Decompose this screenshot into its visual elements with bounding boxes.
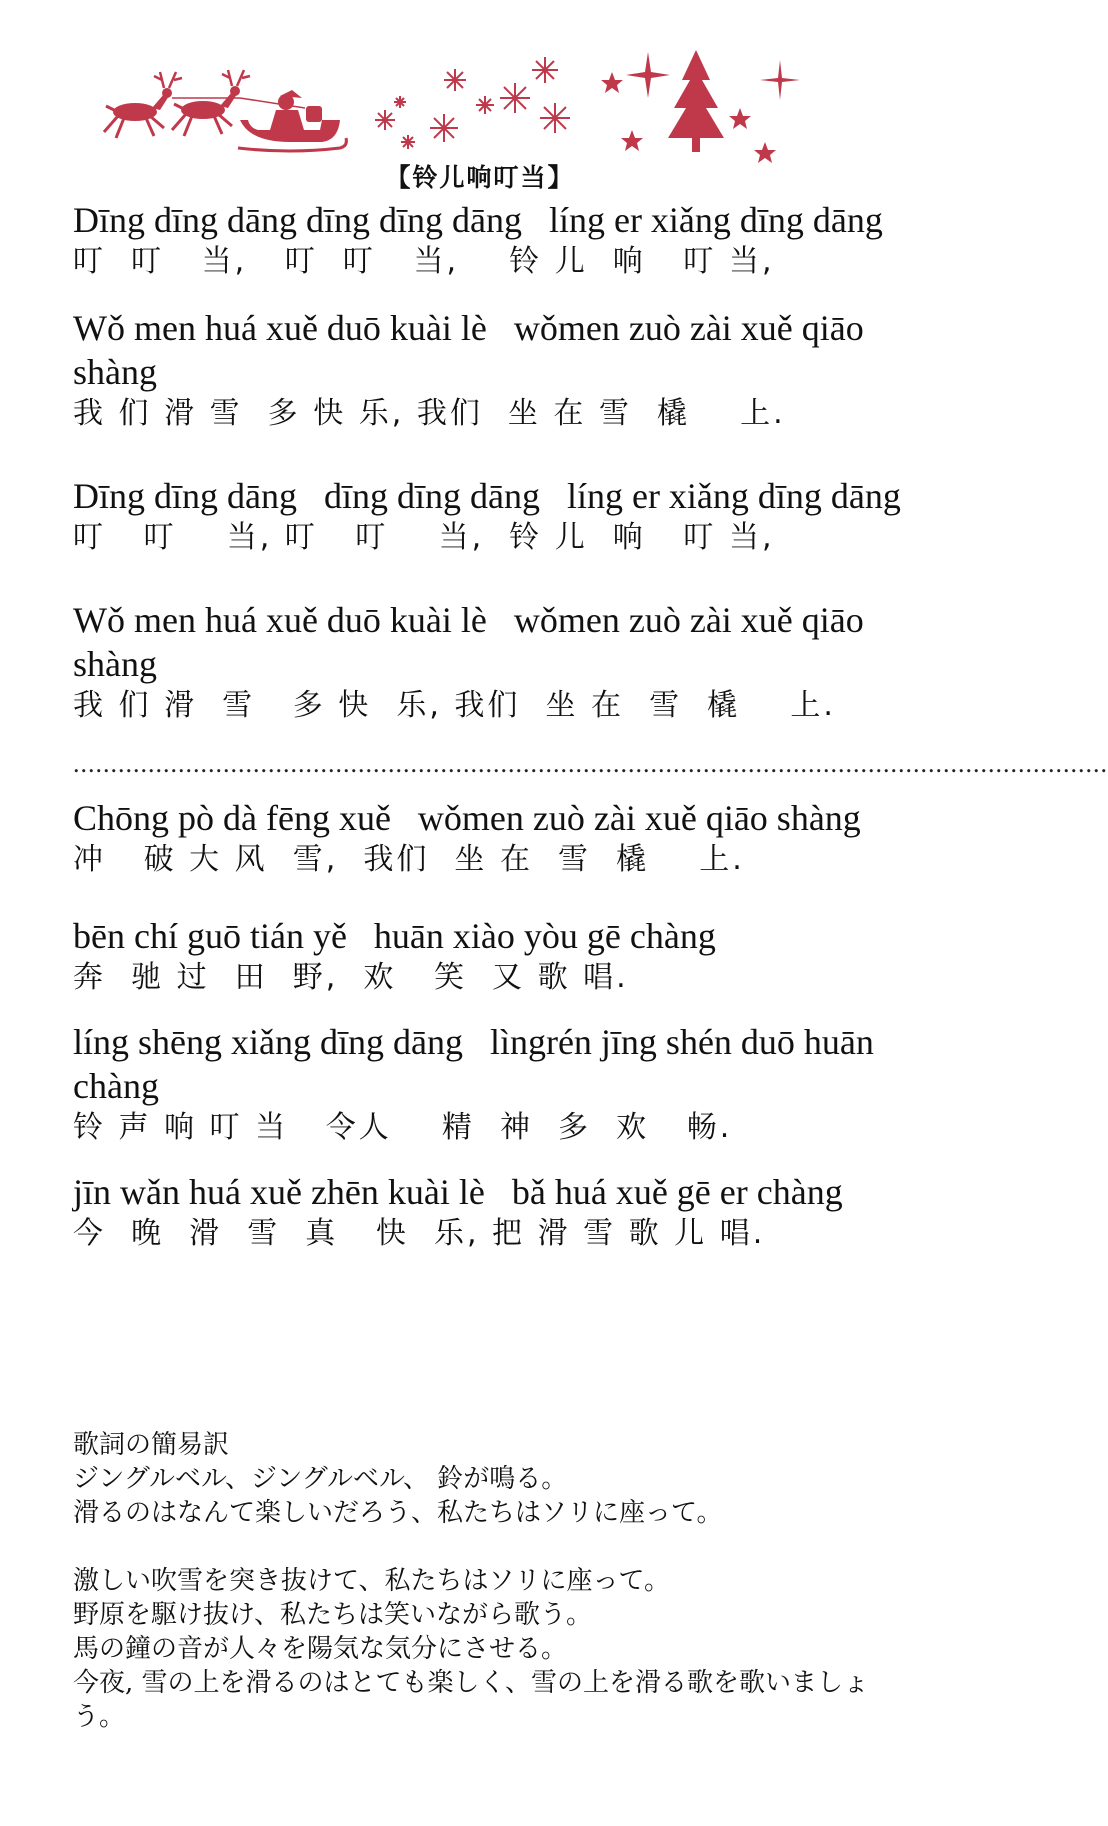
pinyin-line: jīn wǎn huá xuě zhēn kuài lè bǎ huá xuě gē er chàng [73, 1172, 843, 1212]
verse-8 [73, 1170, 903, 1254]
spacer [73, 1530, 903, 1564]
pinyin-line: líng shēng xiǎng dīng dāng lìngrén jīng shén duō huān chàng [73, 1022, 883, 1106]
translation-heading: 歌詞の簡易訳 [73, 1430, 230, 1460]
hanzi-line: 冲 破 大 风 雪, 我们 坐 在 雪 橇 上. [73, 842, 745, 877]
japanese-translation [73, 1428, 903, 1734]
sparkle-icon [626, 52, 800, 100]
reindeer-icon [104, 72, 182, 138]
translation-line: 野原を駆け抜け、私たちは笑いながら歌う。 [73, 1600, 592, 1630]
santa-sleigh-icon [238, 90, 346, 151]
translation-line: 馬の鐘の音が人々を陽気な気分にさせる。 [73, 1634, 568, 1664]
pinyin-line: Wǒ men huá xuě duō kuài lè wǒmen zuò zài xuě qiāo shàng [73, 308, 873, 392]
verse-6 [73, 914, 903, 998]
pinyin-line: Dīng dīng dāng dīng dīng dāng líng er xiǎng dīng dāng [73, 200, 883, 240]
verse-7 [73, 1020, 903, 1148]
hanzi-line: 我 们 滑 雪 多 快 乐, 我们 坐 在 雪 橇 上. [73, 688, 836, 723]
snowflake-icon [375, 57, 570, 149]
pinyin-line: Wǒ men huá xuě duō kuài lè wǒmen zuò zài xuě qiāo shàng [73, 600, 873, 684]
translation-line: 滑るのはなんて楽しいだろう、私たちはソリに座って。 [73, 1498, 723, 1528]
pinyin-line: Dīng dīng dāng dīng dīng dāng líng er xiǎng dīng dāng [73, 476, 901, 516]
lyrics [73, 198, 1108, 1270]
reindeer-icon [172, 70, 250, 136]
verse-1 [73, 198, 903, 282]
hanzi-line: 我 们 滑 雪 多 快 乐, 我们 坐 在 雪 橇 上. [73, 396, 786, 431]
christmas-banner [90, 50, 830, 160]
song-title: 【铃儿响叮当】 [385, 163, 575, 192]
verse-3 [73, 474, 903, 558]
verse-5 [73, 796, 903, 880]
pinyin-line: bēn chí guō tián yě huān xiào yòu gē chàng [73, 916, 716, 956]
translation-line: 今夜, 雪の上を滑るのはとても楽しく、雪の上を滑る歌を歌いましょう。 [73, 1668, 870, 1732]
christmas-tree-icon [668, 50, 724, 152]
hanzi-line: 铃 声 响 叮 当 令人 精 神 多 欢 畅. [73, 1110, 733, 1145]
pinyin-line: Chōng pò dà fēng xuě wǒmen zuò zài xuě qiāo shàng [73, 798, 861, 838]
hanzi-line: 叮 叮 当, 叮 叮 当, 铃 儿 响 叮 当, [73, 520, 775, 555]
dotted-divider: .......................................................................................................................................... [73, 749, 1108, 778]
hanzi-line: 叮 叮 当, 叮 叮 当, 铃 儿 响 叮 当, [73, 244, 775, 279]
translation-line: 激しい吹雪を突き抜けて、私たちはソリに座って。 [73, 1566, 670, 1596]
hanzi-line: 奔 驰 过 田 野, 欢 笑 又 歌 唱. [73, 960, 629, 995]
verse-4 [73, 598, 903, 726]
hanzi-line: 今 晚 滑 雪 真 快 乐, 把 滑 雪 歌 儿 唱. [73, 1216, 766, 1251]
verse-2 [73, 306, 903, 434]
translation-line: ジングルベル、ジングルベル、 鈴が鳴る。 [73, 1464, 568, 1494]
